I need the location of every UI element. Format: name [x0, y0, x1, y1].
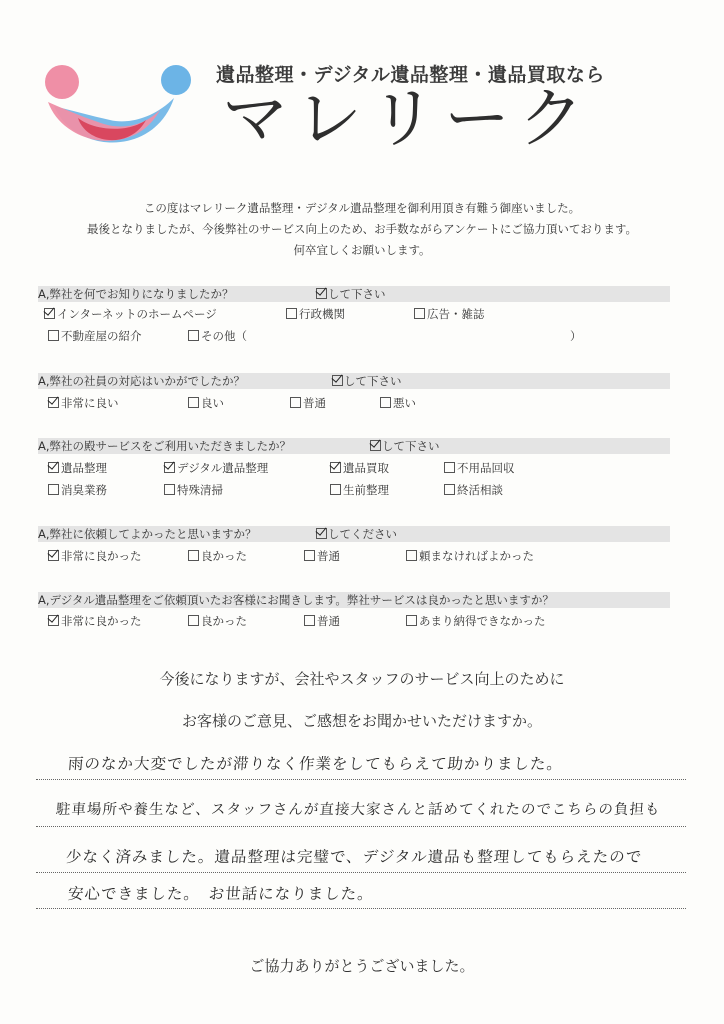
question-5-bar [38, 592, 670, 608]
comment-prompt-line: お客様のご意見、ご感想をお聞かせいただけますか。 [181, 712, 542, 730]
option-deodorizing[interactable]: 消臭業務 [48, 482, 107, 498]
option-government[interactable]: 行政機関 [286, 306, 345, 322]
closing-message: ご協力ありがとうございました。 [249, 957, 475, 975]
option-regret[interactable]: 頼まなければよかった [406, 548, 534, 564]
option-digital-satisfied[interactable]: 良かった [188, 613, 247, 629]
checkbox-icon[interactable] [48, 484, 59, 495]
question-4-instruction: してください [316, 526, 397, 542]
checkbox-icon [332, 375, 343, 386]
option-special-cleaning[interactable]: 特殊清掃 [164, 482, 223, 498]
option-satisfied[interactable]: 良かった [188, 548, 247, 564]
checkbox-icon[interactable] [406, 615, 417, 626]
option-neutral[interactable]: 普通 [304, 548, 340, 564]
checkbox-icon[interactable] [48, 550, 59, 561]
checkbox-icon [316, 528, 327, 539]
question-2-bar [38, 373, 670, 389]
option-normal[interactable]: 普通 [290, 395, 326, 411]
comment-handwriting-line: 雨のなか大変でしたが滞りなく作業をしてもらえて助かりました。 [67, 755, 564, 773]
checkbox-icon[interactable] [188, 550, 199, 561]
checkbox-icon[interactable] [48, 397, 59, 408]
checkbox-icon[interactable] [406, 550, 417, 561]
question-3-text: A,弊社の殿サービスをご利用いただきましたか？ [38, 439, 292, 453]
checkbox-icon[interactable] [44, 308, 55, 319]
checkbox-icon[interactable] [48, 330, 59, 341]
option-other-close: ） [570, 329, 582, 343]
option-bad[interactable]: 悪い [380, 395, 416, 411]
comment-rule [36, 908, 686, 909]
option-very-good[interactable]: 非常に良い [48, 395, 119, 411]
option-digital-neutral[interactable]: 普通 [304, 613, 340, 629]
option-other[interactable]: その他（ [188, 328, 247, 344]
company-tagline: 遺品整理・デジタル遺品整理・遺品買取なら [216, 64, 605, 86]
option-estate-purchase[interactable]: 遺品買取 [330, 460, 389, 476]
question-1-instruction: して下さい [316, 286, 386, 302]
checkbox-icon[interactable] [304, 550, 315, 561]
question-1-text: A,弊社を何でお知りになりましたか？ [38, 287, 234, 301]
option-digital-unsatisfied[interactable]: あまり納得できなかった [406, 613, 546, 629]
checkbox-icon[interactable] [290, 397, 301, 408]
checkbox-icon[interactable] [414, 308, 425, 319]
option-end-of-life-consult[interactable]: 終活相談 [444, 482, 503, 498]
comment-handwriting-line: 少なく済みました。遺品整理は完璧で、デジタル遺品も整理してもらえたので [65, 848, 643, 866]
option-junk-collection[interactable]: 不用品回収 [444, 460, 515, 476]
intro-line: この度はマレリーク遺品整理・デジタル遺品整理を御利用頂き有難う御座いました。 [143, 201, 581, 215]
checkbox-icon[interactable] [188, 615, 199, 626]
option-very-satisfied[interactable]: 非常に良かった [48, 548, 142, 564]
comment-handwriting-line: 駐車場所や養生など、スタッフさんが直接大家さんと話めてくれたのでこちらの負担も [55, 802, 661, 818]
comment-rule [36, 872, 686, 873]
comment-prompt-line: 今後になりますが、会社やスタッフのサービス向上のために [159, 670, 565, 688]
checkbox-icon[interactable] [330, 484, 341, 495]
comment-rule [36, 779, 686, 780]
intro-message [0, 198, 724, 261]
option-estate-cleanup[interactable]: 遺品整理 [48, 460, 107, 476]
option-pre-death-organizing[interactable]: 生前整理 [330, 482, 389, 498]
checkbox-icon[interactable] [330, 462, 341, 473]
option-digital-estate-cleanup[interactable]: デジタル遺品整理 [164, 460, 268, 476]
question-5-text: A,デジタル遺品整理をご依頼頂いたお客様にお聞きします。弊社サービスは良かったと思いますか？ [38, 593, 554, 607]
comment-rule [36, 826, 686, 827]
checkbox-icon[interactable] [188, 330, 199, 341]
question-3-bar [38, 438, 670, 454]
checkbox-icon[interactable] [48, 462, 59, 473]
option-good[interactable]: 良い [188, 395, 224, 411]
question-1-bar [38, 286, 670, 302]
option-digital-very-satisfied[interactable]: 非常に良かった [48, 613, 142, 629]
question-4-text: A,弊社に依頼してよかったと思いますか？ [38, 527, 257, 541]
comment-handwriting-line: 安心できました。 お世話になりました。 [67, 885, 375, 903]
question-2-text: A,弊社の社員の対応はいかがでしたか？ [38, 374, 246, 388]
checkbox-icon[interactable] [444, 462, 455, 473]
checkbox-icon[interactable] [48, 615, 59, 626]
checkbox-icon[interactable] [188, 397, 199, 408]
option-real-estate[interactable]: 不動産屋の紹介 [48, 328, 142, 344]
option-internet-homepage[interactable]: インターネットのホームページ [44, 306, 217, 322]
question-3-instruction: して下さい [370, 438, 440, 454]
checkbox-icon[interactable] [164, 484, 175, 495]
checkbox-icon [370, 440, 381, 451]
checkbox-icon[interactable] [444, 484, 455, 495]
intro-line: 何卒宜しくお願いします。 [293, 243, 431, 257]
question-4-bar [38, 526, 670, 542]
checkbox-icon[interactable] [286, 308, 297, 319]
checkbox-icon[interactable] [164, 462, 175, 473]
company-name: マレリーク [222, 80, 592, 157]
question-2-instruction: して下さい [332, 373, 402, 389]
option-ads-magazine[interactable]: 広告・雑誌 [414, 306, 485, 322]
marereek-logo [34, 58, 194, 162]
checkbox-icon [316, 288, 327, 299]
checkbox-icon[interactable] [380, 397, 391, 408]
intro-line: 最後となりましたが、今後弊社のサービス向上のため、お手数ながらアンケートにご協力頂いております。 [87, 222, 637, 236]
checkbox-icon[interactable] [304, 615, 315, 626]
